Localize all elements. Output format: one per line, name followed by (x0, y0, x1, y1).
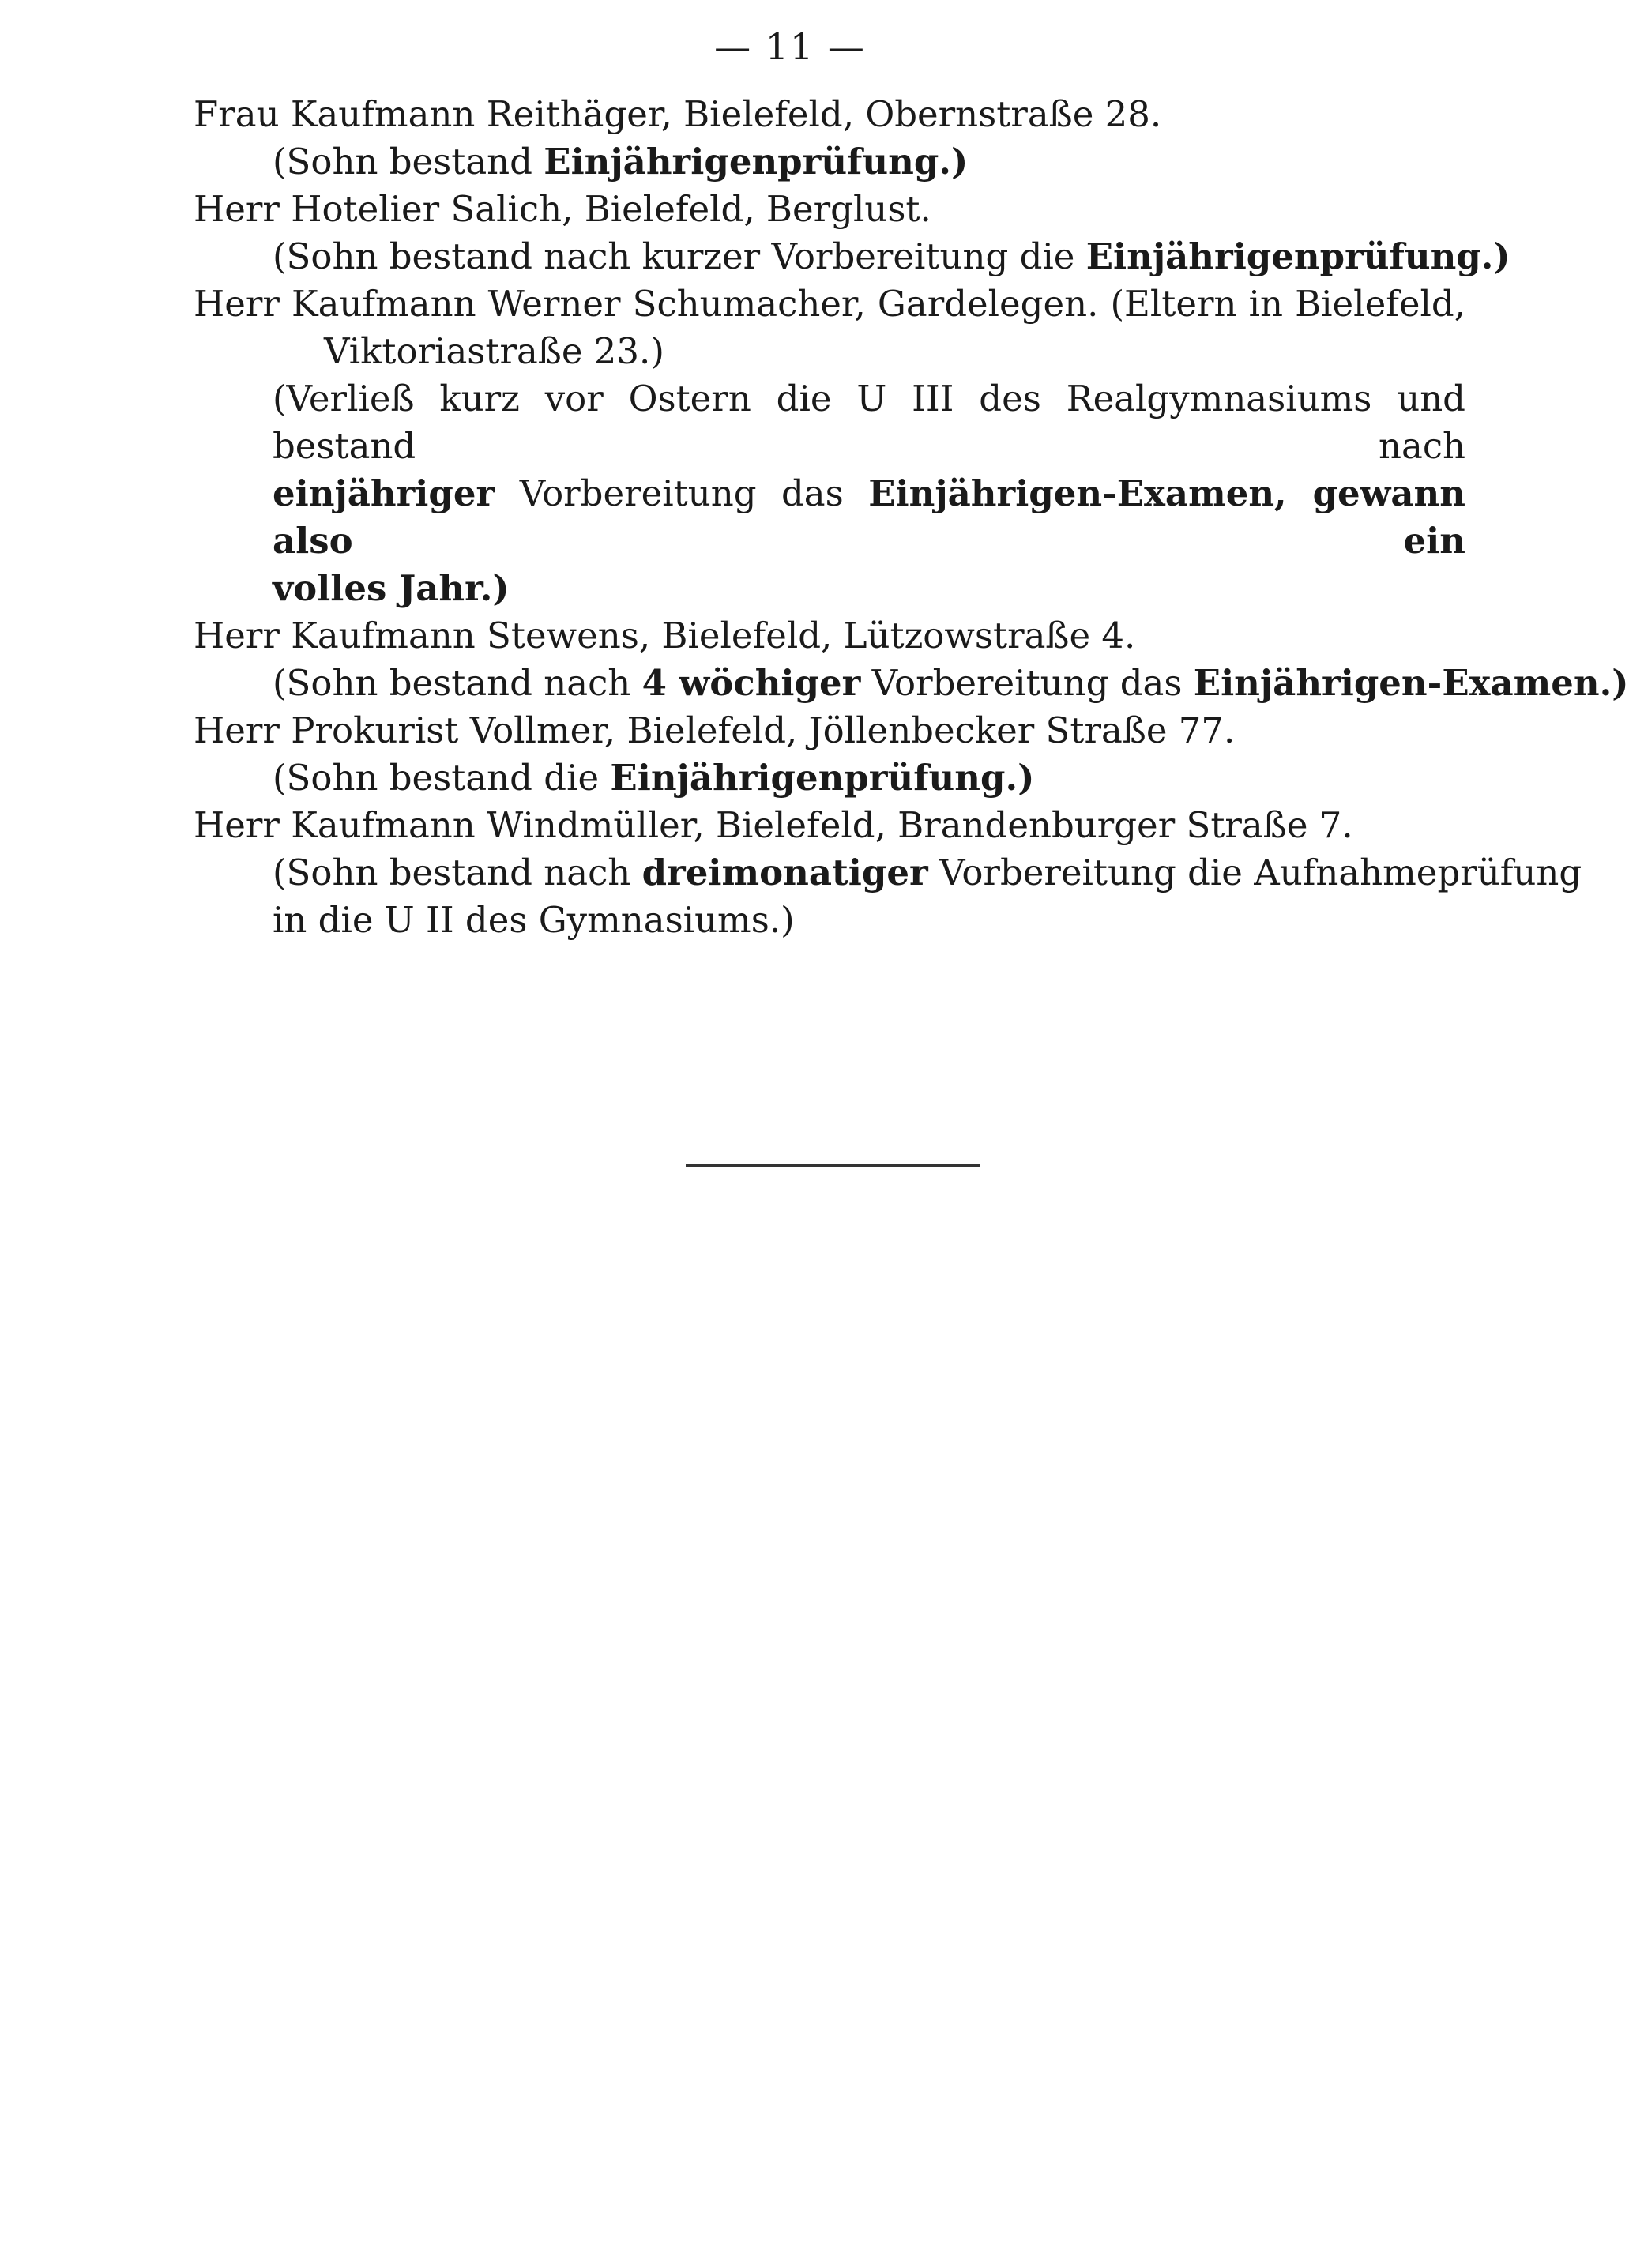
entry-name-line: Frau Kaufmann Reithäger, Bielefeld, Obernstraße 28. (194, 93, 1162, 135)
entry-note: (Verließ kurz vor Ostern die U III des Realgymnasiums und bestand nach (273, 378, 1465, 467)
note-text: Vorbereitung die Aufnahmeprüfung (927, 852, 1582, 893)
note-emphasis: Einjährigenprüfung.) (1085, 235, 1510, 277)
section-divider (686, 1164, 980, 1167)
note-emphasis: volles Jahr.) (273, 567, 510, 609)
list-item (194, 707, 1465, 802)
list-item (194, 612, 1629, 707)
entry-note-continued: in die U II des Gymnasiums.) (273, 899, 795, 941)
note-emphasis: 4 wöchiger (641, 662, 861, 704)
entry-name-line: Herr Kaufmann Werner Schumacher, Gardelegen. (Eltern in Bielefeld, (194, 283, 1465, 325)
list-item (194, 186, 1510, 280)
note-emphasis: Einjährigen-Examen, gewann also ein (273, 472, 1465, 562)
note-text: (Sohn bestand die (273, 757, 611, 799)
note-text: Vorbereitung das (495, 472, 869, 514)
note-text: (Sohn bestand (273, 141, 544, 182)
list-item (194, 91, 1465, 186)
entry-note (194, 138, 1465, 186)
list-item (194, 802, 1582, 944)
entry-name-line: Herr Prokurist Vollmer, Bielefeld, Jöllenbecker Straße 77. (194, 709, 1236, 751)
page-number: — 11 — (714, 25, 866, 68)
note-text: Vorbereitung das (860, 662, 1194, 704)
list-item (194, 280, 1465, 612)
entry-note-continued (194, 470, 1465, 565)
entry-name-line: Herr Kaufmann Windmüller, Bielefeld, Brandenburger Straße 7. (194, 804, 1353, 846)
entry-note (194, 754, 1465, 802)
entry-note (194, 849, 1582, 897)
note-emphasis: einjähriger (273, 472, 495, 514)
entry-name-line: Herr Hotelier Salich, Bielefeld, Berglust. (194, 188, 931, 230)
note-emphasis: Einjährigen-Examen.) (1193, 662, 1629, 704)
note-text: (Sohn bestand nach kurzer Vorbereitung die (273, 235, 1086, 277)
note-text: (Sohn bestand nach (273, 852, 642, 893)
entry-note (194, 233, 1510, 280)
note-text: (Sohn bestand nach (273, 662, 642, 704)
note-emphasis: dreimonatiger (641, 852, 928, 893)
entry-name-line: Herr Kaufmann Stewens, Bielefeld, Lützowstraße 4. (194, 615, 1136, 656)
note-emphasis: Einjährigenprüfung.) (610, 757, 1035, 799)
entry-list (194, 91, 1629, 944)
entry-note (194, 660, 1629, 707)
note-emphasis: Einjährigenprüfung.) (544, 141, 969, 182)
entry-name-line-continued: Viktoriastraße 23.) (324, 330, 664, 372)
